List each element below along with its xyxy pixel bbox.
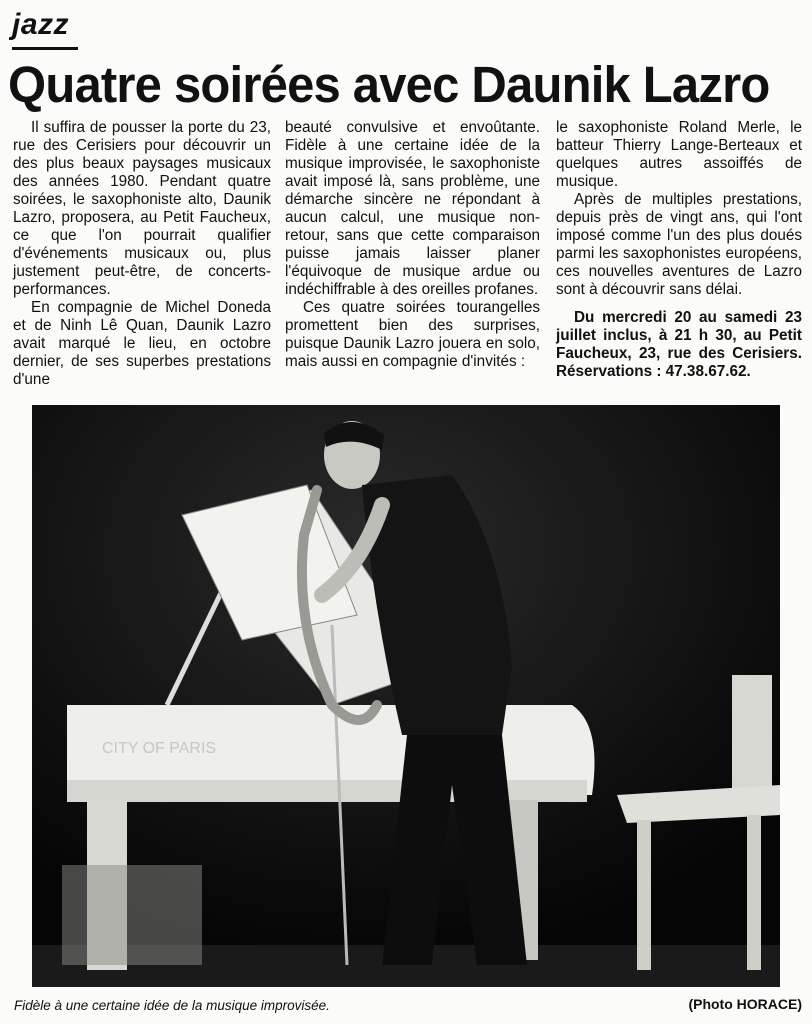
article-column-2: [285, 119, 540, 371]
piano-keyboard-rail: [67, 780, 587, 802]
paragraph: le saxophoniste Roland Merle, le batteur Thierry Lange-Berteaux et quelques autres assoiffés de musique.: [556, 119, 802, 190]
paragraph: beauté convulsive et envoûtante. Fidèle à une certaine idée de la musique improvisée, le saxophoniste avait imposé là, sans problème, une démarche sincère ne répondant à aucun calcul, une musique non-retour, sans que cette comparaison puisse jamais laisser planer l'équivoque de musique ardue ou indéchiffrable à des oreilles profanes.: [285, 119, 540, 298]
chair-leg: [747, 815, 761, 970]
rubric-underline: [12, 47, 78, 50]
article-column-3: [556, 119, 802, 381]
paragraph: Après de multiples prestations, depuis près de vingt ans, qui l'ont imposé comme l'un des plus doués parmi les saxophonistes européens, ces nouvelles aventures de Lazro sont à découvrir sans délai.: [556, 191, 802, 298]
photo-caption: Fidèle à une certaine idée de la musique improvisée.: [14, 998, 330, 1013]
piano-bench: [62, 865, 202, 965]
paragraph: Ces quatre soirées tourangelles promettent bien des surprises, puisque Daunik Lazro jouera en solo, mais aussi en compagnie d'invités :: [285, 299, 540, 370]
photo-illustration: [32, 405, 780, 987]
photo-credit: (Photo HORACE): [688, 996, 802, 1012]
chair-leg: [637, 820, 651, 970]
chair-back: [732, 675, 772, 795]
paragraph: Il suffira de pousser la porte du 23, rue des Cerisiers pour découvrir un des plus beaux paysages musicaux des années 1980. Pendant quatre soirées, le saxophoniste alto, Daunik Lazro, proposera, au Petit Faucheux, ce que l'on pourrait qualifier d'événements musicaux ou, plus justement peut-être, de concerts-performances.: [13, 119, 271, 298]
concert-photo: [32, 405, 780, 987]
section-rubric: jazz: [12, 8, 70, 41]
article-column-1: [13, 119, 271, 389]
event-info: Du mercredi 20 au samedi 23 juillet inclus, à 21 h 30, au Petit Faucheux, 23, rue des Cerisiers. Réservations : 47.38.67.62.: [556, 309, 802, 380]
article-headline: Quatre soirées avec Daunik Lazro: [8, 57, 770, 114]
piano-lettering: CITY OF PARIS: [102, 740, 217, 757]
paragraph: En compagnie de Michel Doneda et de Ninh Lê Quan, Daunik Lazro avait marqué le lieu, en octobre dernier, de ses superbes prestations d'une: [13, 299, 271, 388]
